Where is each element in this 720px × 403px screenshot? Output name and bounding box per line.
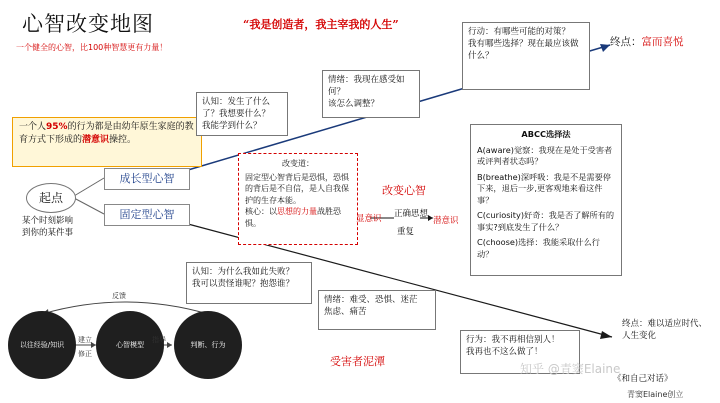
change-body: 固定型心智背后是恐惧，恐惧的背后是不自信，是人自我保护的生存本能。 xyxy=(245,172,349,205)
emotion-bottom-line1: 情绪：难受、恐惧、迷茫 xyxy=(324,295,418,305)
watermark: 知乎 @青窦Elaine xyxy=(520,362,621,376)
change-core-after: 战胜恐惧。 xyxy=(245,207,341,228)
right-thought-label: 正确思想 xyxy=(394,209,429,219)
subtitle: 一个健全的心智，比100种智慧更有力量！ xyxy=(16,43,168,52)
abcc-method-box xyxy=(470,124,622,276)
intro-after: 操控。 xyxy=(109,135,137,145)
cycle-guide-label: 指导 xyxy=(152,336,166,344)
change-head: 改变道： xyxy=(282,159,314,168)
intro-middle: 的行为都是由幼年原生家庭的教育方式下形成的 xyxy=(19,122,194,145)
intro-emph: 潜意识 xyxy=(82,135,110,145)
cognition-bottom-line1: 认知：为什么我如此失败？ xyxy=(192,267,295,277)
start-desc-line2: 到你的某件事 xyxy=(22,228,74,238)
fixed-mindset-box: 固定型心智 xyxy=(104,204,190,226)
intro-percent: 95% xyxy=(46,122,68,132)
abcc-c2: C(choose)选择：我能采取什么行动？ xyxy=(477,237,600,259)
action-top-box xyxy=(462,22,590,90)
cognition-bottom-line2: 我可以责怪谁呢？抱怨谁？ xyxy=(192,279,295,289)
victim-swamp-label: 受害者泥潭 xyxy=(330,355,385,368)
end-bottom xyxy=(622,318,707,342)
end-top xyxy=(610,34,684,49)
page-title: 心智改变地图 xyxy=(22,12,154,36)
action-bottom-line1: 行为：我不再相信别人！ xyxy=(466,335,560,345)
cycle-node-judgment: 判断、行为 xyxy=(174,311,242,379)
cognition-top-line2: 我能学到什么？ xyxy=(202,121,262,131)
action-top-line1: 行动：有哪些可能的对策？ xyxy=(468,27,571,37)
emotion-bottom-box xyxy=(318,290,436,330)
intro-before: 一个人 xyxy=(19,122,47,132)
emotion-top-line2: 该怎么调整？ xyxy=(328,99,380,109)
source-book: 《和自己对话》 xyxy=(613,374,673,384)
cycle-build-label: 建立 xyxy=(78,336,92,344)
cycle-fix-label: 修正 xyxy=(78,350,92,358)
action-top-line2: 我有哪些选择？现在最应该做什么？ xyxy=(468,39,579,61)
start-node: 起点 xyxy=(26,183,76,213)
abcc-b: B(breathe)深呼吸：我是不是需要停下来，退后一步,更客观地来看这件事？ xyxy=(477,171,611,205)
motto: “我是创造者，我主宰我的人生” xyxy=(243,18,399,31)
abcc-head: ABCC选择法 xyxy=(521,129,571,139)
end-bottom-line1: 终点：难以适应时代、 xyxy=(622,319,708,329)
emotion-bottom-line2: 焦虑、痛苦 xyxy=(324,307,367,317)
end-top-value: 富而喜悦 xyxy=(641,36,684,48)
end-bottom-line2: 人生变化 xyxy=(622,331,657,341)
cycle-node-mind-model: 心智模型 xyxy=(96,311,164,379)
action-bottom-line2: 我再也不这么做了！ xyxy=(466,347,543,357)
growth-mindset-box: 成长型心智 xyxy=(104,168,190,190)
emotion-top-line1: 情绪：我现在感受如何？ xyxy=(328,75,405,97)
change-core-before: 核心：以 xyxy=(245,207,277,216)
repeat-label: 重复 xyxy=(397,227,415,237)
cognition-bottom-box xyxy=(186,262,312,304)
abcc-a: A(aware)觉察：我现在是处于受害者或评判者状态吗？ xyxy=(477,144,613,166)
intro-box xyxy=(12,117,202,167)
start-description xyxy=(22,215,102,239)
change-mind-label: 改变心智 xyxy=(382,184,426,197)
change-path-box xyxy=(238,153,358,245)
change-core-emph: 思想的力量 xyxy=(277,207,317,216)
start-desc-line1: 某个时刻影响 xyxy=(22,216,74,226)
end-top-label: 终点： xyxy=(610,36,642,48)
abcc-c1: C(curiosity)好奇：我是否了解所有的事实?到底发生了什么？ xyxy=(477,210,615,232)
cognition-top-box xyxy=(196,92,288,136)
conscious-label: 显意识 xyxy=(356,214,382,224)
cognition-top-line1: 认知：发生了什么了？我想要什么？ xyxy=(202,97,271,119)
emotion-top-box xyxy=(322,70,420,118)
cycle-node-experience: 以往经验/知识 xyxy=(8,311,76,379)
subconscious-label: 潜意识 xyxy=(433,216,459,226)
cycle-feedback-label: 反馈 xyxy=(112,292,126,300)
credit: 青窦Elaine创立 xyxy=(627,390,684,399)
